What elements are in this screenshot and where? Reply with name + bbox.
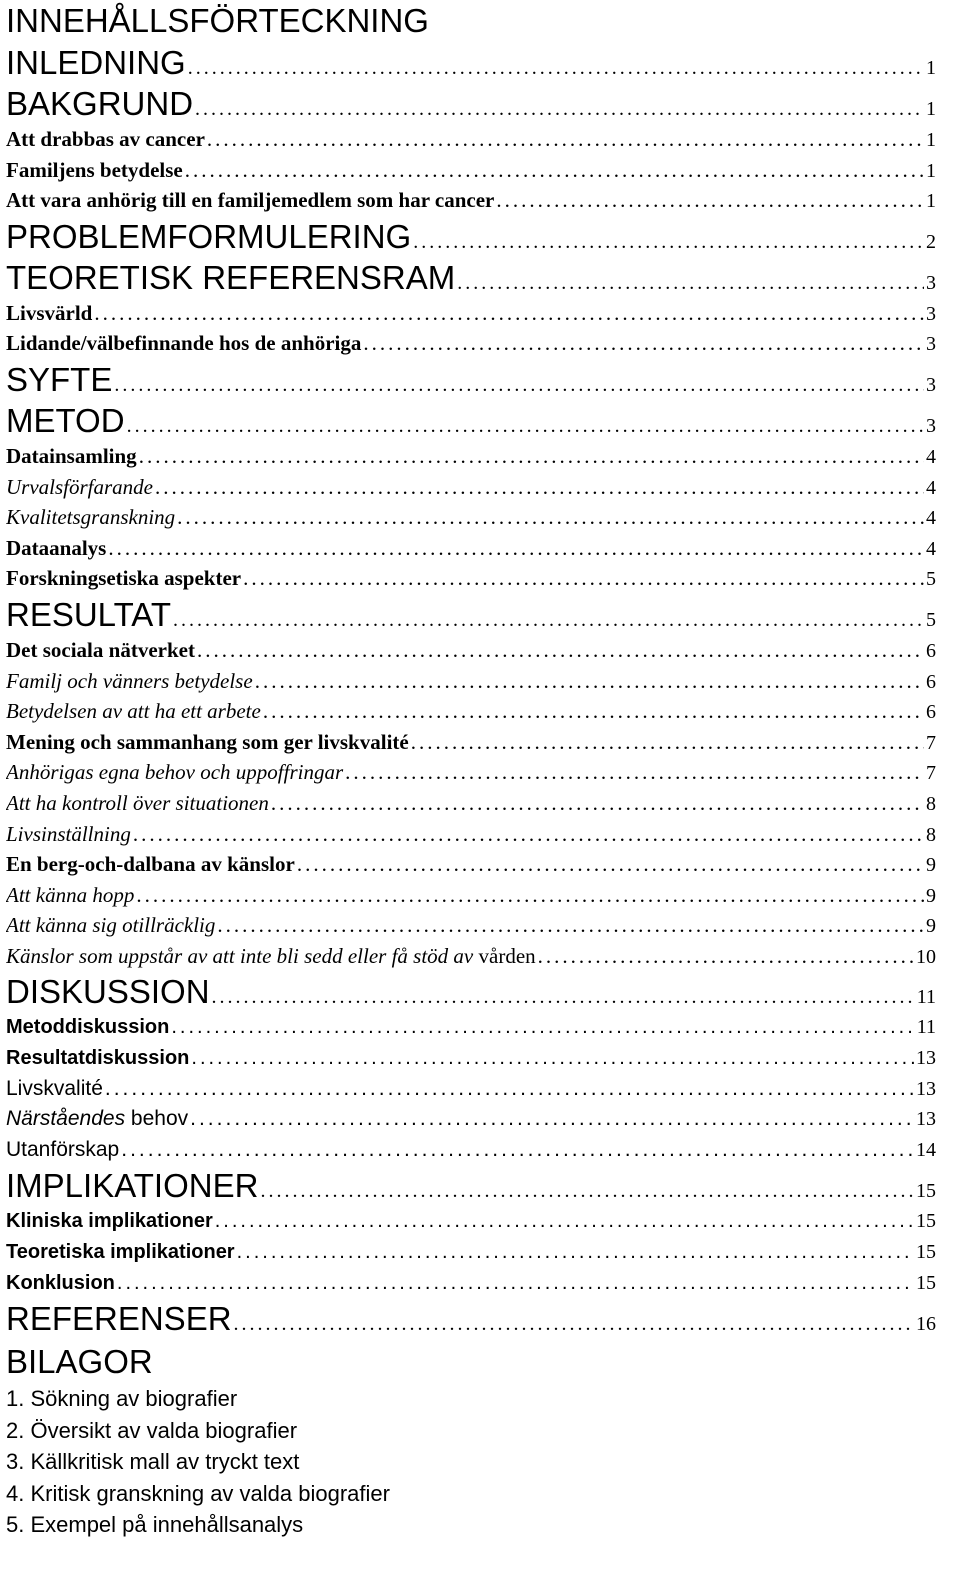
toc-entry-label-normal: behov (125, 1107, 189, 1131)
appendix-item[interactable]: 5. Exempel på innehållsanalys (6, 1512, 304, 1538)
toc-entry-label: Att vara anhörig till en familjemedlem som har cancer (6, 188, 495, 213)
toc-entry-problemformulering[interactable] (6, 216, 936, 257)
toc-entry-label: REFERENSER (6, 1300, 232, 1338)
dot-leader (108, 533, 924, 564)
dot-leader (155, 472, 924, 503)
appendix-item[interactable]: 1. Sökning av biografier (6, 1386, 238, 1412)
toc-entry-anhorigas-egna-behov[interactable] (6, 757, 936, 788)
toc-entry-kvalitetsgranskning[interactable] (6, 502, 936, 533)
toc-entry-page: 15 (916, 1180, 936, 1203)
toc-entry-dataanalys[interactable] (6, 533, 936, 564)
dot-leader (139, 441, 924, 472)
dot-leader (271, 788, 924, 819)
toc-entry-page: 1 (926, 159, 936, 182)
toc-entry-metod[interactable] (6, 400, 936, 441)
toc-entry-att-drabbas-av-cancer[interactable] (6, 124, 936, 155)
dot-leader (207, 124, 924, 155)
appendix-title: BILAGOR (6, 1343, 153, 1381)
toc-entry-familj-och-vanners-betydelse[interactable] (6, 666, 936, 697)
toc-entry-syfte[interactable] (6, 359, 936, 400)
toc-entry-page: 9 (926, 915, 936, 938)
toc-entry-page: 6 (926, 670, 936, 693)
dot-leader (195, 89, 924, 124)
dot-leader (411, 727, 924, 758)
toc-entry-page: 14 (916, 1138, 936, 1161)
toc-entry-narstaendes-behov[interactable] (6, 1104, 936, 1135)
toc-entry-konklusion[interactable] (6, 1268, 936, 1299)
toc-entry-resultat[interactable] (6, 594, 936, 635)
toc-entry-bakgrund[interactable] (6, 83, 936, 124)
toc-entry-label: Lidande/välbefinnande hos de anhöriga (6, 331, 362, 356)
dot-leader (237, 1237, 914, 1268)
toc-entry-page: 3 (926, 271, 936, 294)
dot-leader (538, 941, 914, 972)
toc-entry-page: 13 (916, 1108, 936, 1131)
toc-entry-page: 9 (926, 854, 936, 877)
dot-leader (190, 1104, 914, 1135)
appendix-item[interactable]: 4. Kritisk granskning av valda biografier (6, 1480, 390, 1506)
toc-entry-page: 7 (926, 731, 936, 754)
toc-entry-label: Datainsamling (6, 443, 137, 468)
toc-entry-page: 6 (926, 701, 936, 724)
dot-leader (217, 910, 924, 941)
toc-entry-resultatdiskussion[interactable] (6, 1043, 936, 1074)
toc-entry-label: Att drabbas av cancer (6, 127, 205, 151)
toc-entry-label: Det sociala nätverket (6, 637, 195, 662)
toc-entry-page: 15 (916, 1241, 936, 1264)
dot-leader (496, 185, 924, 216)
dot-leader (363, 328, 924, 359)
toc-entry-att-kanna-sig-otillracklig[interactable] (6, 910, 936, 941)
toc-entry-label: Konklusion (6, 1271, 115, 1294)
toc-entry-livskvalite[interactable] (6, 1074, 936, 1105)
dot-leader (173, 600, 924, 635)
dot-leader (133, 819, 924, 850)
toc-entry-page: 1 (926, 190, 936, 213)
dot-leader (185, 155, 924, 186)
toc-entry-referenser[interactable] (6, 1298, 936, 1339)
dot-leader (243, 563, 924, 594)
dot-leader (171, 1012, 914, 1043)
dot-leader (136, 880, 924, 911)
toc-entry-inledning[interactable] (6, 42, 936, 83)
dot-leader (197, 635, 924, 666)
toc-entry-label: Urvalsförfarande (6, 474, 153, 499)
toc-entry-urvalsforfarande[interactable] (6, 472, 936, 503)
toc-entry-att-vara-anhorig[interactable] (6, 185, 936, 216)
toc-entry-forskningsetiska-aspekter[interactable] (6, 563, 936, 594)
dot-leader (121, 1135, 914, 1166)
toc-entry-label (6, 941, 536, 972)
toc-entry-datainsamling[interactable] (6, 441, 936, 472)
toc-entry-label-normal: vården (473, 943, 536, 968)
toc-entry-kanslor-som-uppstar[interactable] (6, 941, 936, 972)
toc-entry-metoddiskussion[interactable] (6, 1012, 936, 1043)
toc-entry-page: 15 (916, 1271, 936, 1294)
toc-entry-att-ha-kontroll[interactable] (6, 788, 936, 819)
toc-entry-label: INLEDNING (6, 44, 186, 81)
toc-entry-livsinstallning[interactable] (6, 819, 936, 850)
toc-entry-page: 16 (916, 1313, 936, 1336)
toc-entry-page: 3 (926, 333, 936, 356)
dot-leader (263, 696, 924, 727)
dot-leader (117, 1268, 914, 1299)
toc-entry-label: Att känna hopp (6, 882, 135, 907)
dot-leader (94, 298, 924, 329)
toc-entry-page: 1 (926, 98, 936, 120)
toc-entry-label: Anhörigas egna behov och uppoffringar (6, 760, 344, 785)
dot-leader (191, 1043, 914, 1074)
toc-entry-kliniska-implikationer[interactable] (6, 1206, 936, 1237)
toc-entry-label: Betydelsen av att ha ett arbete (6, 699, 261, 724)
toc-entry-livsvarld[interactable] (6, 298, 936, 329)
toc-entry-page: 3 (926, 302, 936, 325)
toc-entry-label: Kvalitetsgranskning (6, 505, 176, 530)
dot-leader (413, 222, 924, 257)
toc-entry-page: 11 (916, 1016, 936, 1039)
toc-entry-page: 11 (916, 986, 936, 1009)
toc-entry-label: Kliniska implikationer (6, 1210, 213, 1233)
dot-leader (215, 1206, 914, 1237)
toc-entry-page: 1 (926, 129, 936, 151)
dot-leader (212, 977, 915, 1012)
dot-leader (345, 757, 924, 788)
dot-leader (297, 849, 924, 880)
toc-entry-label: Att ha kontroll över situationen (6, 790, 269, 815)
toc-entry-label-italic: Närståendes (6, 1107, 126, 1131)
toc-entry-page: 4 (926, 537, 936, 560)
toc-entry-label (6, 1104, 188, 1135)
toc-entry-page: 6 (926, 639, 936, 662)
dot-leader (255, 666, 924, 697)
dot-leader (234, 1304, 914, 1339)
toc-entry-label: Livskvalité (6, 1076, 103, 1100)
toc-entry-diskussion[interactable] (6, 971, 936, 1012)
toc-entry-page: 1 (926, 57, 936, 79)
toc-entry-berg-och-dalbana[interactable] (6, 849, 936, 880)
dot-leader (127, 406, 924, 441)
appendix-item[interactable]: 2. Översikt av valda biografier (6, 1417, 298, 1443)
table-of-contents (6, 0, 936, 1541)
toc-entry-page: 3 (926, 414, 936, 437)
dot-leader (457, 263, 924, 298)
toc-entry-implikationer[interactable] (6, 1165, 936, 1206)
toc-entry-page: 5 (926, 568, 936, 591)
toc-entry-label: Metoddiskussion (6, 1016, 170, 1039)
toc-entry-page: 8 (926, 823, 936, 846)
dot-leader (114, 365, 924, 400)
toc-entry-teoretisk-referensram[interactable] (6, 257, 936, 298)
toc-entry-label: Forskningsetiska aspekter (6, 566, 242, 591)
dot-leader (260, 1171, 914, 1206)
toc-entry-label: Livsinställning (6, 821, 131, 846)
toc-entry-label: Mening och sammanhang som ger livskvalité (6, 729, 409, 754)
toc-entry-label: Att känna sig otillräcklig (6, 913, 216, 938)
toc-title: INNEHÅLLSFÖRTECKNING (6, 2, 429, 39)
toc-entry-page: 10 (916, 945, 936, 968)
appendix-item[interactable]: 3. Källkritisk mall av tryckt text (6, 1449, 300, 1475)
dot-leader (105, 1074, 914, 1105)
toc-entry-label: RESULTAT (6, 595, 172, 633)
toc-entry-att-kanna-hopp[interactable] (6, 880, 936, 911)
toc-entry-page: 4 (926, 445, 936, 468)
toc-entry-page: 9 (926, 884, 936, 907)
toc-entry-label: DISKUSSION (6, 973, 210, 1011)
toc-entry-label: Utanförskap (6, 1137, 120, 1161)
toc-entry-label: Resultatdiskussion (6, 1047, 190, 1070)
toc-entry-label: BAKGRUND (6, 85, 194, 122)
dot-leader (177, 502, 924, 533)
toc-entry-label: Livsvärld (6, 300, 93, 325)
toc-entry-utanforskap[interactable] (6, 1135, 936, 1166)
toc-entry-page: 8 (926, 792, 936, 815)
toc-entry-betydelsen-av-arbete[interactable] (6, 696, 936, 727)
toc-entry-page: 2 (926, 230, 936, 253)
toc-entry-lidande-valbefinnande[interactable] (6, 328, 936, 359)
toc-entry-label: SYFTE (6, 360, 113, 398)
toc-entry-label: Teoretiska implikationer (6, 1241, 235, 1264)
toc-entry-label: Familjens betydelse (6, 157, 183, 182)
toc-entry-page: 15 (916, 1210, 936, 1233)
dot-leader (188, 48, 924, 83)
toc-entry-page: 4 (926, 476, 936, 499)
toc-entry-label: En berg-och-dalbana av känslor (6, 852, 295, 877)
toc-entry-page: 7 (926, 762, 936, 785)
toc-entry-page: 13 (916, 1077, 936, 1100)
toc-entry-det-sociala-natverket[interactable] (6, 635, 936, 666)
toc-entry-label: Dataanalys (6, 535, 107, 560)
toc-entry-label: Familj och vänners betydelse (6, 668, 253, 693)
toc-entry-page: 4 (926, 507, 936, 530)
toc-entry-label: METOD (6, 401, 125, 439)
toc-entry-label: IMPLIKATIONER (6, 1167, 259, 1205)
toc-entry-teoretiska-implikationer[interactable] (6, 1237, 936, 1268)
toc-entry-mening-och-sammanhang[interactable] (6, 727, 936, 758)
toc-entry-label: PROBLEMFORMULERING (6, 217, 412, 255)
toc-entry-page: 13 (916, 1047, 936, 1070)
toc-entry-page: 5 (926, 608, 936, 631)
toc-entry-page: 3 (926, 373, 936, 396)
toc-entry-label-italic: Känslor som uppstår av att inte bli sedd eller få stöd av (6, 943, 474, 968)
toc-entry-label: TEORETISK REFERENSRAM (6, 258, 456, 296)
toc-entry-familjens-betydelse[interactable] (6, 155, 936, 186)
